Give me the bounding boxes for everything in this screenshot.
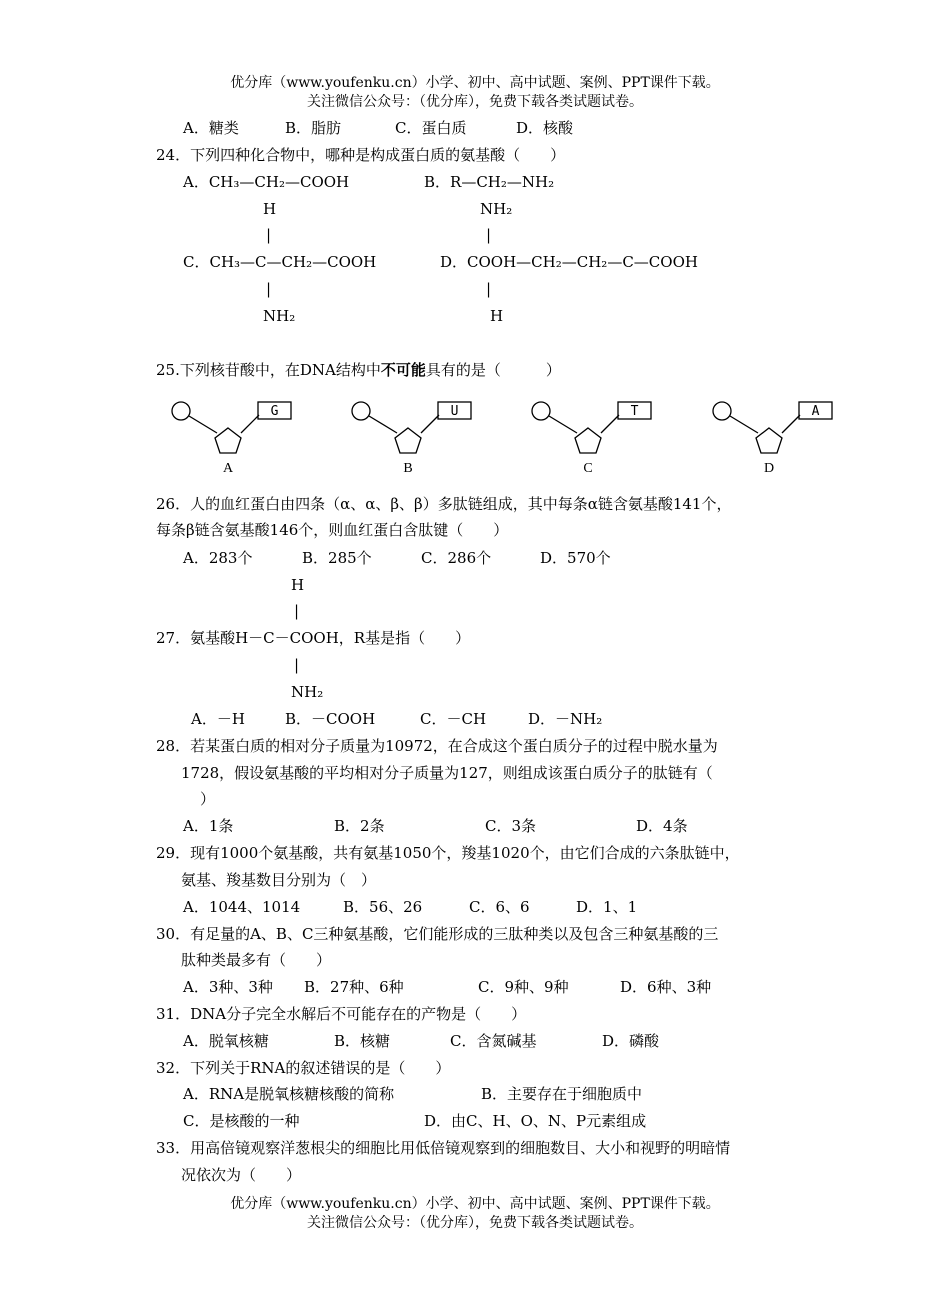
base-letter: A xyxy=(811,404,820,419)
q23-option-c: C．蛋白质 xyxy=(395,119,467,137)
q23-option-a: A．糖类 xyxy=(183,119,239,137)
q26-option-c: C．286个 xyxy=(421,549,492,567)
q28-line-3: ） xyxy=(200,790,216,808)
q29-option-a: A．1044、1014 xyxy=(183,898,301,916)
q27-option-d: D．－NH₂ xyxy=(528,710,603,728)
nucleotide-label: A xyxy=(222,461,234,476)
nucleotide-label: C xyxy=(583,461,593,476)
base-letter: T xyxy=(630,404,639,419)
nucleotide-diagram-d xyxy=(706,395,846,480)
q24-option-a: A．CH₃—CH₂—COOH xyxy=(183,173,350,191)
pentose-sugar xyxy=(756,428,782,453)
q31-stem: 31．DNA分子完全水解后不可能存在的产物是（ ） xyxy=(156,1005,527,1023)
phosphate-bond xyxy=(189,416,217,433)
q24-c-bond-down: | xyxy=(266,280,272,298)
q26-option-b: B．285个 xyxy=(302,549,372,567)
q32-option-b: B．主要存在于细胞质中 xyxy=(481,1085,643,1103)
q26-option-a: A．283个 xyxy=(183,549,253,567)
q24-stem: 24．下列四种化合物中，哪种是构成蛋白质的氨基酸（ ） xyxy=(156,146,566,164)
q32-option-d: D．由C、H、O、N、P元素组成 xyxy=(424,1112,647,1130)
q32-option-c: C．是核酸的一种 xyxy=(183,1112,300,1130)
q24-option-c: C．CH₃—C—CH₂—COOH xyxy=(183,253,377,271)
q30-option-c: C．9种、9种 xyxy=(478,978,569,996)
nucleotide-label: B xyxy=(403,461,413,476)
q24-d-bottom-h: H xyxy=(490,307,504,325)
q27-bond-up: | xyxy=(294,602,300,620)
q27-stem: 27．氨基酸H－C－COOH，R基是指（ ） xyxy=(156,629,471,647)
q24-d-bond-up: | xyxy=(486,226,492,244)
q24-c-nh2: NH₂ xyxy=(263,307,296,325)
q27-bond-down: | xyxy=(294,656,300,674)
q28-option-c: C．3条 xyxy=(485,817,537,835)
q26-line-1: 26．人的血红蛋白由四条（α、α、β、β）多肽链组成，其中每条α链含氨基酸141个， xyxy=(156,495,732,513)
q25-stem xyxy=(156,361,561,379)
q33-line-1: 33．用高倍镜观察洋葱根尖的细胞比用低倍镜观察到的细胞数目、大小和视野的明暗情 xyxy=(156,1139,731,1157)
q27-option-c: C．－CH xyxy=(420,710,487,728)
q28-line-1: 28．若某蛋白质的相对分子质量为10972，在合成这个蛋白质分子的过程中脱水量为 xyxy=(156,737,718,755)
q31-option-b: B．核糖 xyxy=(334,1032,391,1050)
header-line-2: 关注微信公众号：（优分库），免费下载各类试题试卷。 xyxy=(307,94,643,110)
nucleotide-diagram-b xyxy=(345,395,485,480)
q32-stem: 32．下列关于RNA的叙述错误的是（ ） xyxy=(156,1059,451,1077)
q30-option-b: B．27种、6种 xyxy=(304,978,404,996)
q29-option-d: D．1、1 xyxy=(576,898,638,916)
q29-line-1: 29．现有1000个氨基酸，共有氨基1050个，羧基1020个，由它们合成的六条肽链中， xyxy=(156,844,740,862)
q30-option-d: D．6种、3种 xyxy=(620,978,712,996)
q29-option-c: C．6、6 xyxy=(469,898,530,916)
q26-line-2: 每条β链含氨基酸146个，则血红蛋白含肽键（ ） xyxy=(156,521,509,539)
q26-option-d: D．570个 xyxy=(540,549,611,567)
q24-option-d: D．COOH—CH₂—CH₂—C—COOH xyxy=(440,253,698,271)
q30-option-a: A．3种、3种 xyxy=(183,978,273,996)
q24-c-top-h: H xyxy=(263,200,277,218)
footer-line-1: 优分库（www.youfenku.cn）小学、初中、高中试题、案例、PPT课件下载。 xyxy=(230,1196,720,1212)
pentose-sugar xyxy=(215,428,241,453)
phosphate-circle xyxy=(172,402,190,420)
base-bond xyxy=(241,415,259,433)
pentose-sugar xyxy=(395,428,421,453)
pentose-sugar xyxy=(575,428,601,453)
q23-option-b: B．脂肪 xyxy=(285,119,342,137)
q29-line-2: 氨基、羧基数目分别为（ ） xyxy=(181,871,377,889)
base-bond xyxy=(601,415,619,433)
q31-option-d: D．磷酸 xyxy=(602,1032,660,1050)
q28-line-2: 1728，假设氨基酸的平均相对分子质量为127，则组成该蛋白质分子的肽链有（ xyxy=(181,764,713,782)
q27-option-a: A．－H xyxy=(191,710,245,728)
nucleotide-diagram-c xyxy=(525,395,665,480)
q24-c-bond-up: | xyxy=(266,226,272,244)
phosphate-bond xyxy=(730,416,758,433)
q28-option-d: D．4条 xyxy=(636,817,688,835)
q27-bottom-nh2: NH₂ xyxy=(291,683,324,701)
q28-option-b: B．2条 xyxy=(334,817,385,835)
q29-option-b: B．56、26 xyxy=(343,898,423,916)
nucleotide-diagram-a xyxy=(165,395,305,480)
base-bond xyxy=(421,415,439,433)
q33-line-2: 况依次为（ ） xyxy=(181,1166,302,1184)
base-letter: U xyxy=(450,404,459,419)
phosphate-circle xyxy=(713,402,731,420)
q30-line-1: 30．有足量的A、B、C三种氨基酸，它们能形成的三肽种类以及包含三种氨基酸的三 xyxy=(156,925,719,943)
base-letter: G xyxy=(270,404,279,419)
phosphate-bond xyxy=(369,416,397,433)
phosphate-circle xyxy=(532,402,550,420)
q24-b-nh2: NH₂ xyxy=(480,200,513,218)
q24-d-bond-down: | xyxy=(486,280,492,298)
nucleotide-label: D xyxy=(763,461,775,476)
phosphate-bond xyxy=(549,416,577,433)
q25-stem-post: 具有的是（ ） xyxy=(425,361,561,379)
base-bond xyxy=(782,415,800,433)
q27-option-b: B．－COOH xyxy=(285,710,376,728)
footer-line-2: 关注微信公众号：（优分库），免费下载各类试题试卷。 xyxy=(307,1215,643,1231)
q24-option-b: B．R—CH₂—NH₂ xyxy=(424,173,555,191)
q23-option-d: D．核酸 xyxy=(516,119,574,137)
q25-stem-pre: 25.下列核苷酸中，在DNA结构中 xyxy=(156,361,381,379)
q25-stem-emphasis: 不可能 xyxy=(380,361,426,379)
q28-option-a: A．1条 xyxy=(183,817,234,835)
phosphate-circle xyxy=(352,402,370,420)
q31-option-a: A．脱氧核糖 xyxy=(183,1032,269,1050)
q30-line-2: 肽种类最多有（ ） xyxy=(181,951,332,969)
header-line-1: 优分库（www.youfenku.cn）小学、初中、高中试题、案例、PPT课件下载。 xyxy=(230,75,720,91)
q32-option-a: A．RNA是脱氧核糖核酸的简称 xyxy=(183,1085,395,1103)
q31-option-c: C．含氮碱基 xyxy=(450,1032,537,1050)
q27-top-h: H xyxy=(291,576,305,594)
